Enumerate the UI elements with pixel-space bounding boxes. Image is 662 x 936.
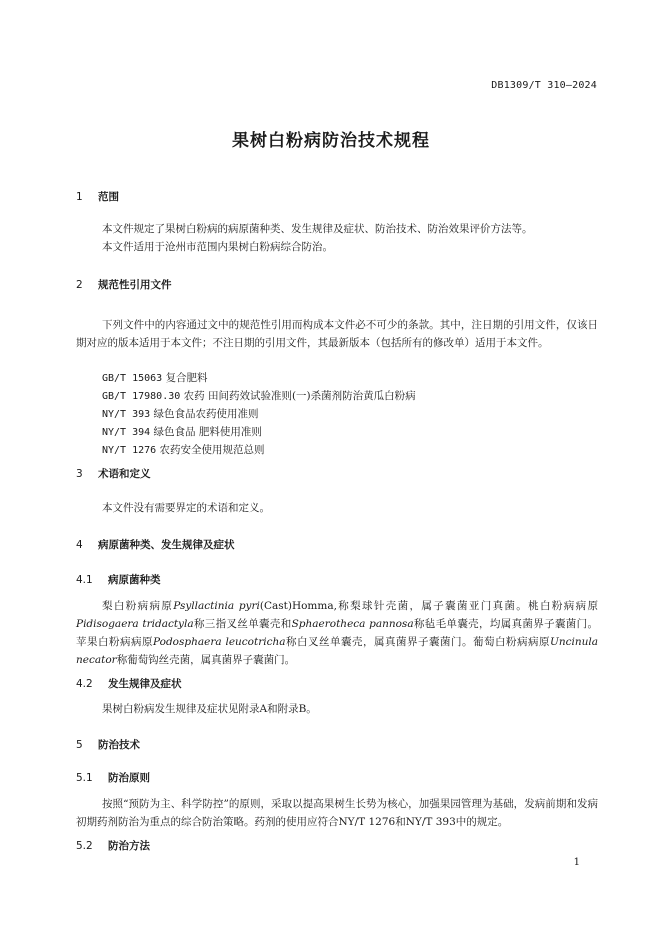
reference-code: NY/T 1276 <box>102 445 157 456</box>
section-number: 4.1 <box>76 574 93 586</box>
section-5-heading <box>76 737 140 752</box>
section-title: 防治方法 <box>108 840 150 852</box>
species-name: Uncinula necator <box>76 636 599 666</box>
section-5-2-heading <box>76 838 150 853</box>
reference-name: 绿色食品农药使用准则 <box>153 408 259 420</box>
text-run: 称白叉丝单囊壳，属真菌界子囊菌门。葡萄白粉病病原 <box>285 636 551 648</box>
section-1-heading <box>76 189 119 204</box>
reference-name: 农药 田间药效试验准则(一)杀菌剂防治黄瓜白粉病 <box>183 390 416 402</box>
section-1-paragraph-1: 本文件规定了果树白粉病的病原菌种类、发生规律及症状、防治技术、防治效果评价方法等。 <box>102 223 533 235</box>
section-1-paragraph-2: 本文件适用于沧州市范围内果树白粉病综合防治。 <box>102 241 333 253</box>
section-4-2-heading <box>76 676 182 691</box>
section-number: 5.2 <box>76 840 93 852</box>
section-number: 5.1 <box>76 772 93 784</box>
reference-code: NY/T 394 <box>102 427 151 438</box>
reference-item <box>102 406 259 421</box>
section-title: 病原菌种类 <box>108 574 161 586</box>
reference-item <box>102 442 265 457</box>
page-title: 果树白粉病防治技术规程 <box>232 131 430 151</box>
section-title: 术语和定义 <box>98 468 151 480</box>
section-3-heading <box>76 466 151 481</box>
reference-item <box>102 388 416 403</box>
species-name: Psyllactinia pyri <box>173 600 260 612</box>
section-title: 范围 <box>98 191 119 203</box>
reference-name: 农药安全使用规范总则 <box>159 444 265 456</box>
species-name: Sphaerotheca pannosa <box>291 618 414 630</box>
page-number: 1 <box>573 857 580 868</box>
standard-number: DB1309/T 310—2024 <box>491 80 597 91</box>
reference-name: 复合肥料 <box>165 372 208 384</box>
section-number: 4.2 <box>76 678 93 690</box>
reference-code: GB/T 15063 <box>102 373 163 384</box>
section-number: 3 <box>76 468 83 480</box>
text-run: (Cast)Homma,称梨球针壳菌，属子囊菌亚门真菌。桃白粉病病原 <box>259 600 598 612</box>
text-run: 称三指叉丝单囊壳和 <box>193 618 292 630</box>
section-number: 5 <box>76 739 83 751</box>
reference-item <box>102 424 262 439</box>
section-2-intro: 下列文件中的内容通过文中的规范性引用而构成本文件必不可少的条款。其中，注日期的引用文件，仅该日期对应的版本适用于本文件；不注日期的引用文件，其最新版本（包括所有的修改单）适用于本文件。 <box>76 319 598 349</box>
section-5-1-paragraph: 按照“预防为主、科学防控”的原则，采取以提高果树生长势为核心，加强果园管理为基础，发病前期和发病初期药剂防治为重点的综合防治策略。药剂的使用应符合NY/T 1276和NY/T 393中的规定。 <box>76 798 598 828</box>
section-title: 发生规律及症状 <box>108 678 182 690</box>
section-number: 2 <box>76 279 83 291</box>
text-run: 称葡萄钩丝壳菌，属真菌界子囊菌门。 <box>116 654 296 666</box>
section-4-2-paragraph: 果树白粉病发生规律及症状见附录A和附录B。 <box>102 703 317 715</box>
section-4-1-paragraph <box>76 597 598 669</box>
species-name: Podosphaera leucotricha <box>153 636 286 648</box>
text-run: 称毡毛单囊壳，均属真菌界子囊菌门。苹果白粉病病原 <box>76 618 599 648</box>
section-title: 规范性引用文件 <box>98 279 172 291</box>
section-number: 4 <box>76 539 83 551</box>
section-5-1-heading <box>76 770 150 785</box>
text-run: 梨白粉病病原 <box>102 600 174 612</box>
reference-item <box>102 370 208 385</box>
section-title: 防治原则 <box>108 772 150 784</box>
reference-code: GB/T 17980.30 <box>102 391 181 402</box>
section-3-paragraph: 本文件没有需要界定的术语和定义。 <box>102 502 270 514</box>
species-name: Pidisogaera tridactyla <box>76 618 194 630</box>
section-title: 防治技术 <box>98 739 140 751</box>
reference-code: NY/T 393 <box>102 409 151 420</box>
section-title: 病原菌种类、发生规律及症状 <box>98 539 235 551</box>
section-4-heading <box>76 537 235 552</box>
section-2-heading <box>76 277 172 292</box>
section-4-1-heading <box>76 572 161 587</box>
section-number: 1 <box>76 191 83 203</box>
reference-name: 绿色食品 肥料使用准则 <box>153 426 262 438</box>
